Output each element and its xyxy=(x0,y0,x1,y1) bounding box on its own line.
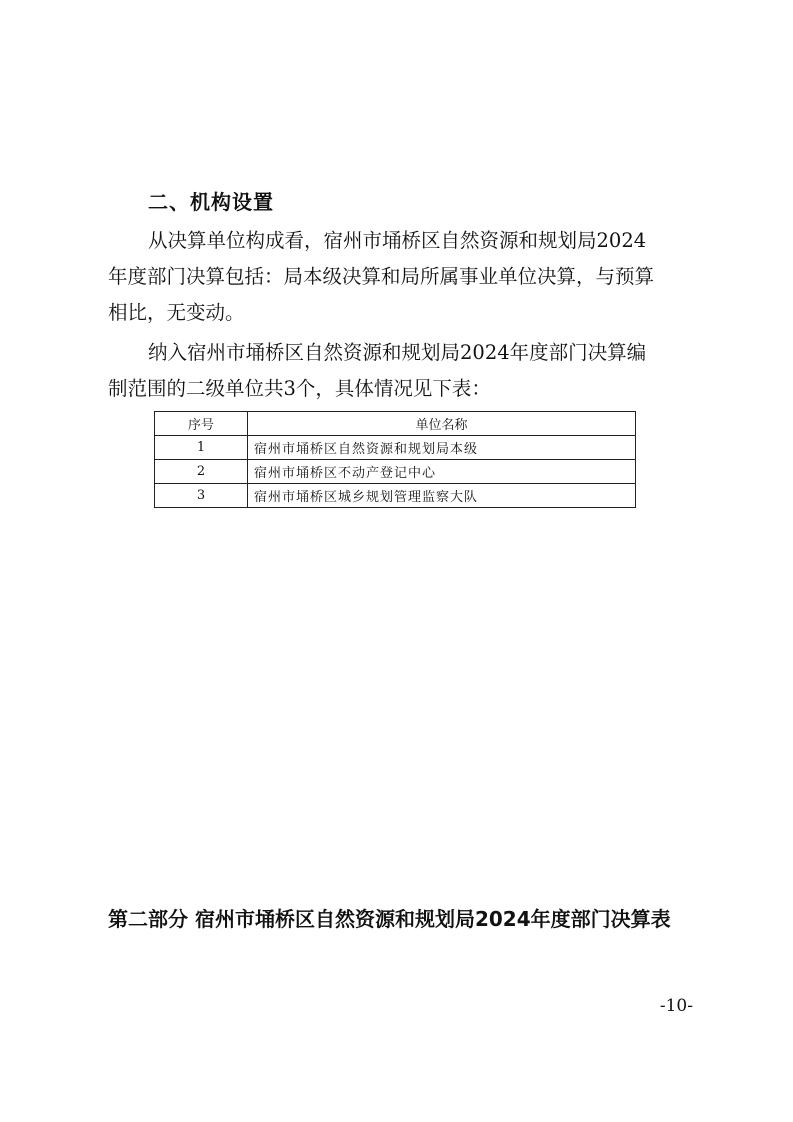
structure-paragraph xyxy=(108,223,696,331)
units-table xyxy=(154,411,636,508)
header-no: 序号 xyxy=(155,412,248,436)
table-header-row xyxy=(155,412,636,436)
row-unit-name: 宿州市埇桥区城乡规划管理监察大队 xyxy=(248,484,636,508)
scope-paragraph xyxy=(108,335,696,407)
row-no: 1 xyxy=(155,436,248,460)
page-number: -10- xyxy=(659,996,693,1016)
row-no: 2 xyxy=(155,460,248,484)
paragraph-line: 制范围的二级单位共3个，具体情况见下表： xyxy=(108,377,491,400)
header-name: 单位名称 xyxy=(248,412,636,436)
row-unit-name: 宿州市埇桥区不动产登记中心 xyxy=(248,460,636,484)
paragraph-line: 年度部门决算包括：局本级决算和局所属事业单位决算，与预算 xyxy=(108,265,655,288)
paragraph-line: 相比，无变动。 xyxy=(108,301,245,324)
row-unit-name: 宿州市埇桥区自然资源和规划局本级 xyxy=(248,436,636,460)
paragraph-line: 纳入宿州市埇桥区自然资源和规划局2024年度部门决算编 xyxy=(148,341,647,364)
table-row xyxy=(155,460,636,484)
part-title: 第二部分 宿州市埇桥区自然资源和规划局2024年度部门决算表 xyxy=(108,907,671,931)
table-row xyxy=(155,436,636,460)
table-row xyxy=(155,484,636,508)
paragraph-line: 从决算单位构成看，宿州市埇桥区自然资源和规划局2024 xyxy=(148,229,647,252)
row-no: 3 xyxy=(155,484,248,508)
section-heading: 二、机构设置 xyxy=(148,190,274,214)
